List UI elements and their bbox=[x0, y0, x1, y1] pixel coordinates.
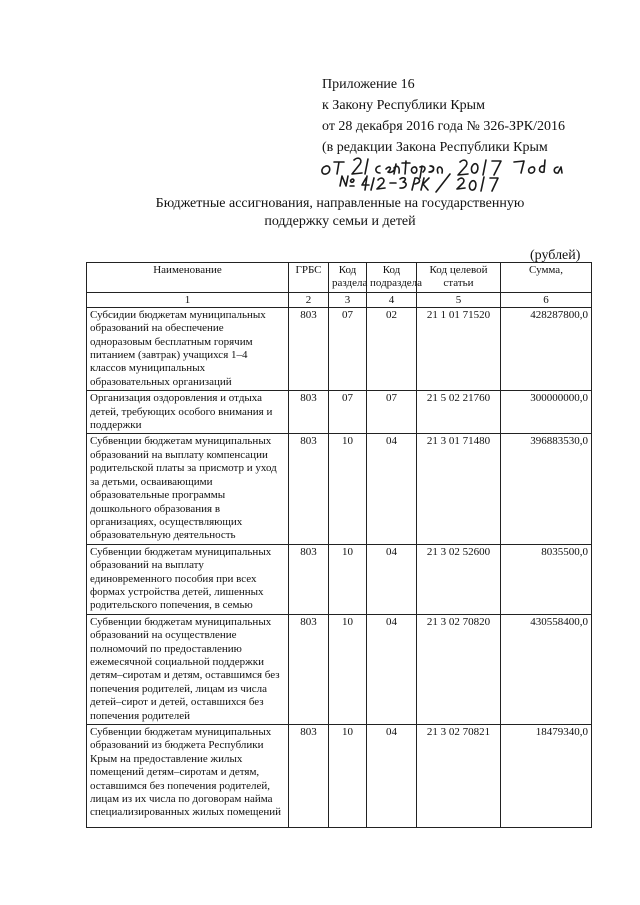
row-subsection: 02 bbox=[367, 307, 417, 390]
handwritten-amendment-note bbox=[318, 152, 580, 200]
row-subsection: 04 bbox=[367, 614, 417, 724]
budget-table bbox=[86, 262, 592, 828]
row-grbs: 803 bbox=[289, 725, 329, 828]
row-name: Субвенции бюджетам муниципальных образований из бюджета Республики Крым на предоставление жилых помещений детям–сиротам и детям, оставшимся без попечения родителей, лицам из их числа по договорам найма специализированных жилых помещений bbox=[87, 725, 289, 828]
units-label: (рублей) bbox=[530, 248, 581, 263]
table-header-row bbox=[87, 263, 592, 293]
row-target-article: 21 3 02 70821 bbox=[417, 725, 501, 828]
row-name: Субсидии бюджетам муниципальных образований на обеспечение одноразовым бесплатным горячим питанием (завтрак) учащихся 1–4 классов муниципальных образовательных организаций bbox=[87, 307, 289, 390]
col-number: 2 bbox=[289, 292, 329, 307]
annex-number: Приложение 16 bbox=[322, 77, 415, 92]
row-sum: 396883530,0 bbox=[501, 434, 592, 544]
document-title bbox=[90, 195, 590, 231]
header-subsection-code: Код подраздела bbox=[367, 263, 417, 293]
table-row bbox=[87, 307, 592, 390]
column-number-row bbox=[87, 292, 592, 307]
table-row bbox=[87, 544, 592, 614]
row-sum: 428287800,0 bbox=[501, 307, 592, 390]
row-grbs: 803 bbox=[289, 391, 329, 434]
row-section: 07 bbox=[329, 391, 367, 434]
row-grbs: 803 bbox=[289, 544, 329, 614]
row-target-article: 21 1 01 71520 bbox=[417, 307, 501, 390]
law-reference: к Закону Республики Крым bbox=[322, 98, 485, 113]
row-section: 07 bbox=[329, 307, 367, 390]
row-section: 10 bbox=[329, 434, 367, 544]
row-name: Субвенции бюджетам муниципальных образований на выплату единовременного пособия при всех формах устройства детей, лишенных родительского попечения, в семью bbox=[87, 544, 289, 614]
row-grbs: 803 bbox=[289, 307, 329, 390]
col-number: 3 bbox=[329, 292, 367, 307]
title-line-1: Бюджетные ассигнования, направленные на государственную bbox=[155, 196, 525, 211]
annex-header bbox=[322, 74, 565, 158]
row-sum: 430558400,0 bbox=[501, 614, 592, 724]
row-sum: 8035500,0 bbox=[501, 544, 592, 614]
row-subsection: 04 bbox=[367, 434, 417, 544]
row-grbs: 803 bbox=[289, 614, 329, 724]
row-sum: 300000000,0 bbox=[501, 391, 592, 434]
table-row bbox=[87, 391, 592, 434]
row-sum: 18479340,0 bbox=[501, 725, 592, 828]
table-row bbox=[87, 434, 592, 544]
row-subsection: 04 bbox=[367, 544, 417, 614]
row-section: 10 bbox=[329, 614, 367, 724]
row-name: Субвенции бюджетам муниципальных образований на выплату компенсации родительской платы за присмотр и уход за детьми, осваивающими образовательные программы дошкольного образования в организациях, осуществляющих образовательную деятельность bbox=[87, 434, 289, 544]
law-date-number: от 28 декабря 2016 года № 326-ЗРК/2016 bbox=[322, 119, 566, 134]
table-row bbox=[87, 614, 592, 724]
row-target-article: 21 3 02 70820 bbox=[417, 614, 501, 724]
col-number: 5 bbox=[417, 292, 501, 307]
row-target-article: 21 3 01 71480 bbox=[417, 434, 501, 544]
col-number: 6 bbox=[501, 292, 592, 307]
edition-note: (в редакции Закона Республики Крым bbox=[322, 140, 548, 155]
col-number: 1 bbox=[87, 292, 289, 307]
row-section: 10 bbox=[329, 544, 367, 614]
row-section: 10 bbox=[329, 725, 367, 828]
row-target-article: 21 5 02 21760 bbox=[417, 391, 501, 434]
header-section-code: Код раздела bbox=[329, 263, 367, 293]
row-name: Субвенции бюджетам муниципальных образований на осуществление полномочий по предоставлению ежемесячной социальной поддержки детям–сиротам и детям, оставшимся без попечения родителей, лицам из числа детей–сирот и детей, оставшихся без попечения родителей bbox=[87, 614, 289, 724]
header-grbs: ГРБС bbox=[289, 263, 329, 293]
row-name: Организация оздоровления и отдыха детей, требующих особого внимания и поддержки bbox=[87, 391, 289, 434]
table-row bbox=[87, 725, 592, 828]
row-grbs: 803 bbox=[289, 434, 329, 544]
header-name: Наименование bbox=[87, 263, 289, 293]
header-sum: Сумма, bbox=[501, 263, 592, 293]
title-line-2: поддержку семьи и детей bbox=[264, 214, 416, 229]
row-subsection: 04 bbox=[367, 725, 417, 828]
col-number: 4 bbox=[367, 292, 417, 307]
header-target-article-code: Код целевой статьи bbox=[417, 263, 501, 293]
row-subsection: 07 bbox=[367, 391, 417, 434]
row-target-article: 21 3 02 52600 bbox=[417, 544, 501, 614]
